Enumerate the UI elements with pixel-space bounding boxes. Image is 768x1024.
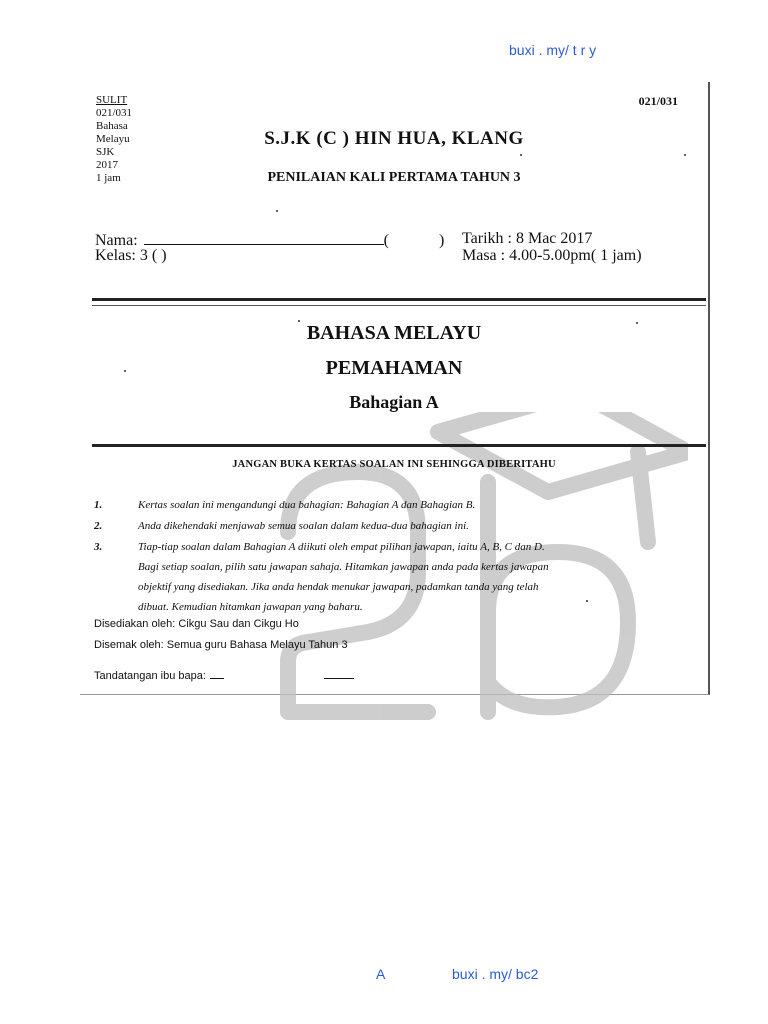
divider-top <box>92 298 706 301</box>
date-field: Tarikh : 8 Mac 2017 <box>462 230 593 247</box>
part-title: Bahagian A <box>349 392 439 412</box>
subject-title: BAHASA MELAYU <box>306 322 482 344</box>
warning-notice: JANGAN BUKA KERTAS SOALAN INI SEHINGGA DIBERITAHU <box>232 459 556 470</box>
instruction-item <box>94 541 545 553</box>
instruction-continuation: objektif yang disediakan. Jika anda hendak menukar jawapan, padamkan tanda yang telah <box>138 581 539 593</box>
instruction-number: 2. <box>94 520 103 532</box>
class-field: Kelas: 3 ( ) <box>95 247 167 264</box>
instruction-continuation: Bagi setiap soalan, pilih satu jawapan sahaja. Hitamkan jawapan anda pada kertas jawapan <box>138 561 549 573</box>
instruction-continuation: dibuat. Kemudian hitamkan jawapan yang baharu. <box>138 601 363 613</box>
code-line: 2017 <box>96 159 118 171</box>
code-line: Bahasa <box>96 120 128 132</box>
instruction-text: Anda dikehendaki menjawab semua soalan dalam kedua-dua bahagian ini. <box>138 520 469 532</box>
time-field: Masa : 4.00-5.00pm( 1 jam) <box>462 247 642 264</box>
name-label: Nama: <box>95 232 138 249</box>
scan-speck <box>520 154 522 156</box>
section-title: PEMAHAMAN <box>325 357 463 379</box>
scan-speck <box>636 322 638 324</box>
assessment-title: PENILAIAN KALI PERTAMA TAHUN 3 <box>267 170 521 185</box>
instruction-text: Kertas soalan ini mengandungi dua bahagian: Bahagian A dan Bahagian B. <box>138 499 476 511</box>
code-line: Melayu <box>96 133 130 145</box>
scan-speck <box>276 210 278 212</box>
sulit-label: SULIT <box>96 94 128 106</box>
paper-code-right: 021/031 <box>638 94 678 108</box>
code-line: 021/031 <box>96 107 133 119</box>
school-name: S.J.K (C ) HIN HUA, KLANG <box>264 128 524 149</box>
instruction-text: Tiap-tiap soalan dalam Bahagian A diikuti oleh empat pilihan jawapan, iaitu A, B, C dan D. <box>138 541 545 553</box>
instruction-number: 3. <box>94 541 103 553</box>
footer-link[interactable]: buxi . my/ bc2 <box>452 966 539 982</box>
code-line: SJK <box>96 146 115 158</box>
signature-line <box>324 678 354 679</box>
scanned-exam-page <box>80 82 710 695</box>
footer-prefix: A <box>376 966 386 982</box>
name-blank-line <box>144 230 384 245</box>
scan-speck <box>586 600 588 602</box>
scan-speck <box>684 154 686 156</box>
scan-speck <box>298 320 300 322</box>
parent-signature <box>94 670 354 682</box>
name-bracket-open: ( <box>383 232 389 249</box>
code-line: 1 jam <box>96 172 121 184</box>
divider-middle <box>92 444 706 447</box>
scan-speck <box>124 370 126 372</box>
name-bracket-close: ) <box>438 232 445 249</box>
signature-label: Tandatangan ibu bapa: <box>94 670 206 682</box>
checked-by: Disemak oleh: Semua guru Bahasa Melayu Tahun 3 <box>94 639 348 651</box>
signature-blank <box>210 678 224 679</box>
top-link[interactable]: buxi . my/ t r y <box>509 42 597 58</box>
prepared-by: Disediakan oleh: Cikgu Sau dan Cikgu Ho <box>94 618 299 630</box>
instruction-item <box>94 499 475 511</box>
divider-top-thin <box>92 305 706 306</box>
instruction-number: 1. <box>94 499 103 511</box>
instruction-item <box>94 520 469 532</box>
